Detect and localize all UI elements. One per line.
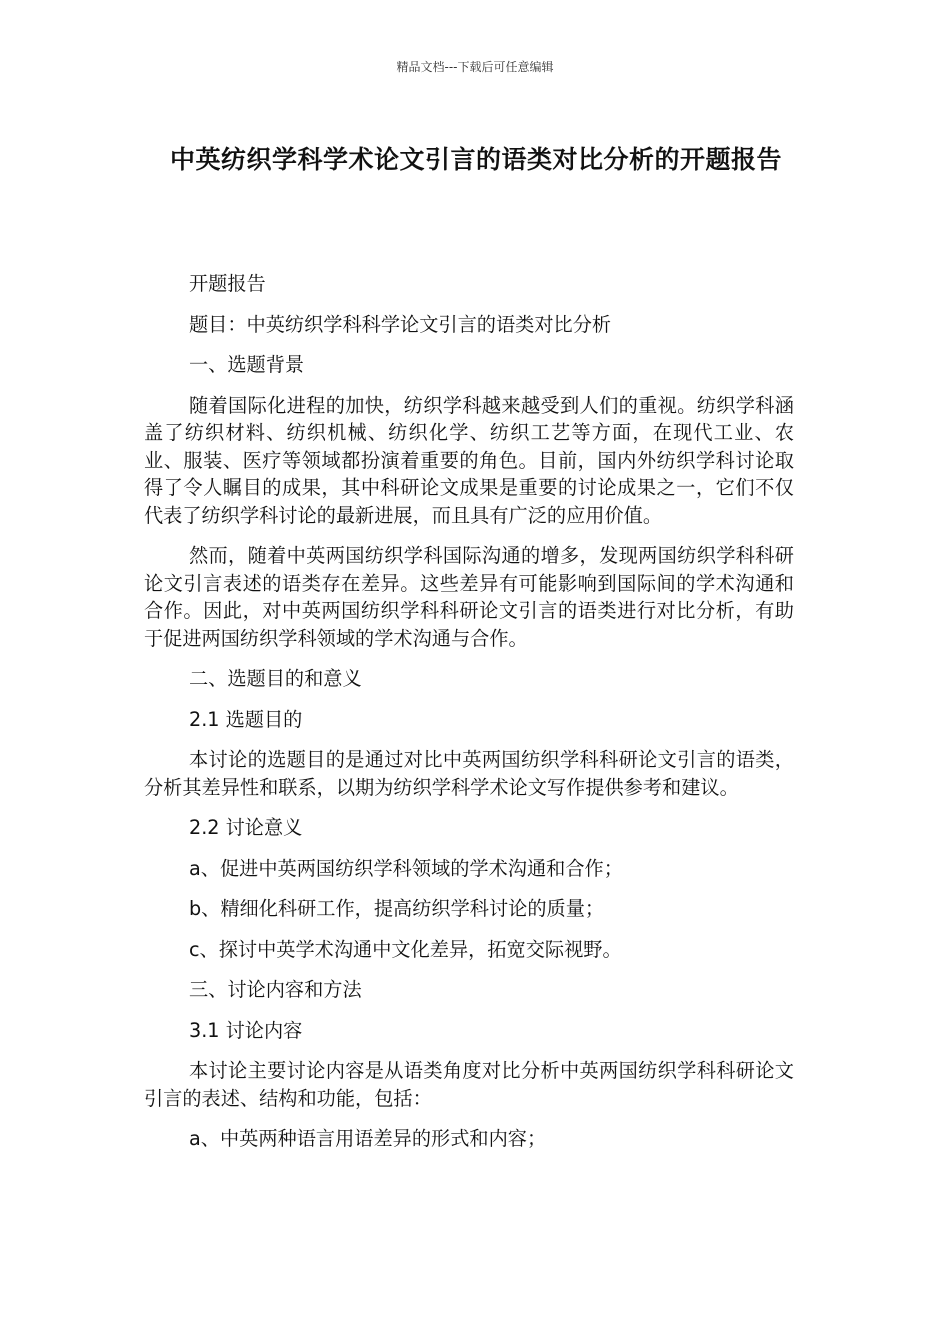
list-item-significance-a: a、促进中英两国纺织学科领域的学术沟通和合作；: [189, 856, 623, 880]
subsection-heading-purpose: 2.1 选题目的: [189, 707, 303, 731]
paragraph-purpose: 本讨论的选题目的是通过对比中英两国纺织学科科研论文引言的语类，分析其差异性和联系，以期为纺织学科学术论文写作提供参考和建议。: [144, 748, 794, 799]
paragraph-content: 本讨论主要讨论内容是从语类角度对比分析中英两国纺织学科科研论文引言的表述、结构和功能，包括：: [144, 1059, 794, 1110]
list-item-content-a: a、中英两种语言用语差异的形式和内容；: [189, 1127, 547, 1150]
paragraph-background-1: 随着国际化进程的加快，纺织学科越来越受到人们的重视。纺织学科涵盖了纺织材料、纺织机械、纺织化学、纺织工艺等方面，在现代工业、农业、服装、医疗等领域都扮演着重要的角色。目前，国内外纺织学科讨论取得了令人瞩目的成果，其中科研论文成果是重要的讨论成果之一，它们不仅代表了纺织学科讨论的最新进展，而且具有广泛的应用价值。: [144, 393, 794, 527]
list-item-significance-c: c、探讨中英学术沟通中文化差异，拓宽交际视野。: [189, 937, 622, 961]
subsection-heading-content: 3.1 讨论内容: [189, 1018, 303, 1042]
document-title: 中英纺织学科学术论文引言的语类对比分析的开题报告: [169, 145, 782, 174]
paragraph-background-2: 然而，随着中英两国纺织学科国际沟通的增多，发现两国纺织学科科研论文引言表述的语类存在差异。这些差异有可能影响到国际间的学术沟通和合作。因此，对中英两国纺织学科科研论文引言的语类进行对比分析，有助于促进两国纺织学科领域的学术沟通与合作。: [144, 544, 794, 650]
paragraph-heading-report: 开题报告: [189, 272, 266, 295]
list-item-significance-b: b、精细化科研工作，提高纺织学科讨论的质量；: [189, 897, 605, 920]
section-heading-content-method: 三、讨论内容和方法: [189, 978, 362, 1001]
header-note: 精品文档---下载后可任意编辑: [396, 60, 554, 74]
document-body: [144, 270, 794, 1166]
section-heading-purpose: 二、选题目的和意义: [189, 667, 362, 690]
subsection-heading-significance: 2.2 讨论意义: [189, 816, 303, 839]
paragraph-topic: 题目：中英纺织学科科学论文引言的语类对比分析: [189, 312, 612, 336]
section-heading-background: 一、选题背景: [189, 353, 305, 376]
